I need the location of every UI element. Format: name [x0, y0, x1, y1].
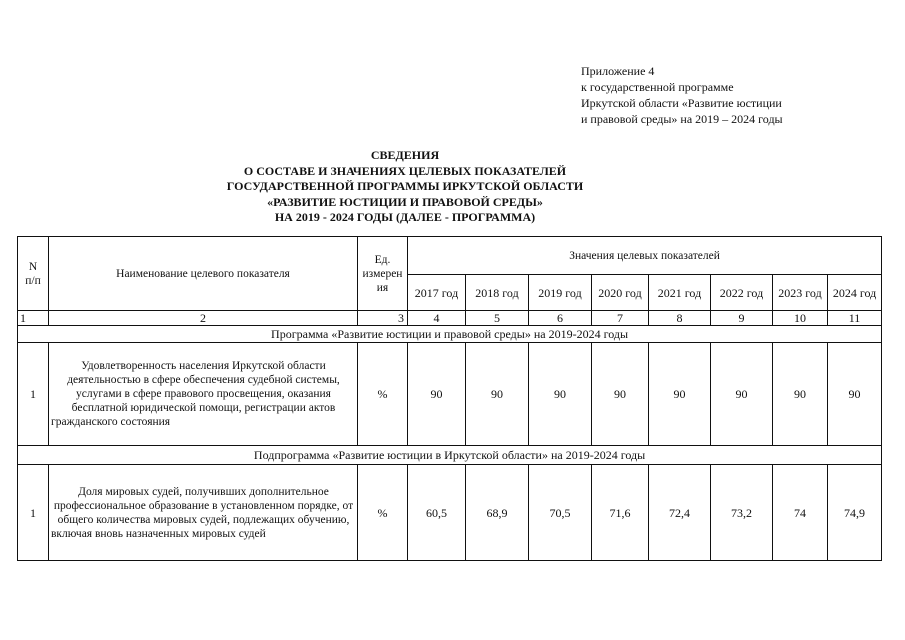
header-year: 2018 год — [466, 275, 529, 311]
table-row — [18, 343, 882, 446]
column-number: 2 — [49, 311, 358, 326]
indicator-value: 70,5 — [529, 465, 592, 561]
table-row — [18, 465, 882, 561]
indicator-value: 90 — [773, 343, 828, 446]
header-year: 2023 год — [773, 275, 828, 311]
column-number: 9 — [711, 311, 773, 326]
indicator-value: 72,4 — [649, 465, 711, 561]
indicator-unit: % — [358, 343, 408, 446]
header-unit: Ед. измерен ия — [358, 237, 408, 311]
indicator-value: 73,2 — [711, 465, 773, 561]
appendix-line: Иркутской области «Развитие юстиции — [581, 96, 782, 110]
row-number: 1 — [18, 343, 49, 446]
indicator-unit: % — [358, 465, 408, 561]
program-section-title: Программа «Развитие юстиции и правовой среды» на 2019-2024 годы — [18, 326, 882, 343]
column-number: 1 — [18, 311, 49, 326]
appendix-note — [581, 63, 891, 127]
title-line: НА 2019 - 2024 ГОДЫ (ДАЛЕЕ - ПРОГРАММА) — [274, 210, 536, 224]
indicator-value: 74 — [773, 465, 828, 561]
appendix-line: и правовой среды» на 2019 – 2024 годы — [581, 112, 783, 126]
header-year: 2021 год — [649, 275, 711, 311]
column-number: 6 — [529, 311, 592, 326]
indicator-value: 68,9 — [466, 465, 529, 561]
indicator-value: 90 — [529, 343, 592, 446]
indicator-value: 74,9 — [828, 465, 882, 561]
header-values-group: Значения целевых показателей — [408, 237, 882, 275]
indicator-value: 90 — [592, 343, 649, 446]
indicator-value: 90 — [408, 343, 466, 446]
header-year: 2022 год — [711, 275, 773, 311]
row-number: 1 — [18, 465, 49, 561]
indicator-value: 90 — [828, 343, 882, 446]
subprogram-section-title: Подпрограмма «Развитие юстиции в Иркутской области» на 2019-2024 годы — [18, 446, 882, 465]
indicator-value: 60,5 — [408, 465, 466, 561]
column-number: 11 — [828, 311, 882, 326]
header-year: 2017 год — [408, 275, 466, 311]
title-line: О СОСТАВЕ И ЗНАЧЕНИЯХ ЦЕЛЕВЫХ ПОКАЗАТЕЛЕЙ — [243, 163, 567, 178]
title-line: ГОСУДАРСТВЕННОЙ ПРОГРАММЫ ИРКУТСКОЙ ОБЛАСТИ — [226, 179, 584, 193]
title-line: «РАЗВИТИЕ ЮСТИЦИИ И ПРАВОВОЙ СРЕДЫ» — [267, 194, 543, 209]
header-year: 2020 год — [592, 275, 649, 311]
title-line: СВЕДЕНИЯ — [370, 148, 440, 162]
header-num: N п/п — [18, 237, 49, 311]
indicator-name: Доля мировых судей, получивших дополнительное профессиональное образование в установленном порядке, от общего количества мировых судей, подлежащих обучению, включая вновь назначенных мировых судей — [49, 465, 358, 561]
indicator-value: 90 — [711, 343, 773, 446]
column-number: 5 — [466, 311, 529, 326]
column-number: 4 — [408, 311, 466, 326]
column-number: 8 — [649, 311, 711, 326]
header-year: 2024 год — [828, 275, 882, 311]
indicator-value: 71,6 — [592, 465, 649, 561]
column-number: 3 — [358, 311, 408, 326]
column-number: 7 — [592, 311, 649, 326]
indicator-value: 90 — [649, 343, 711, 446]
header-year: 2019 год — [529, 275, 592, 311]
indicators-table — [17, 236, 882, 561]
document-title — [120, 148, 690, 226]
header-name: Наименование целевого показателя — [49, 237, 358, 311]
appendix-line: к государственной программе — [581, 80, 734, 94]
indicator-name: Удовлетворенность населения Иркутской области деятельностью в сфере обеспечения судебной системы, услугами в сфере правового просвещения, оказания бесплатной юридической помощи, регистрации актов гражданского состояния — [49, 343, 358, 446]
indicator-value: 90 — [466, 343, 529, 446]
appendix-line: Приложение 4 — [581, 64, 655, 78]
column-number: 10 — [773, 311, 828, 326]
